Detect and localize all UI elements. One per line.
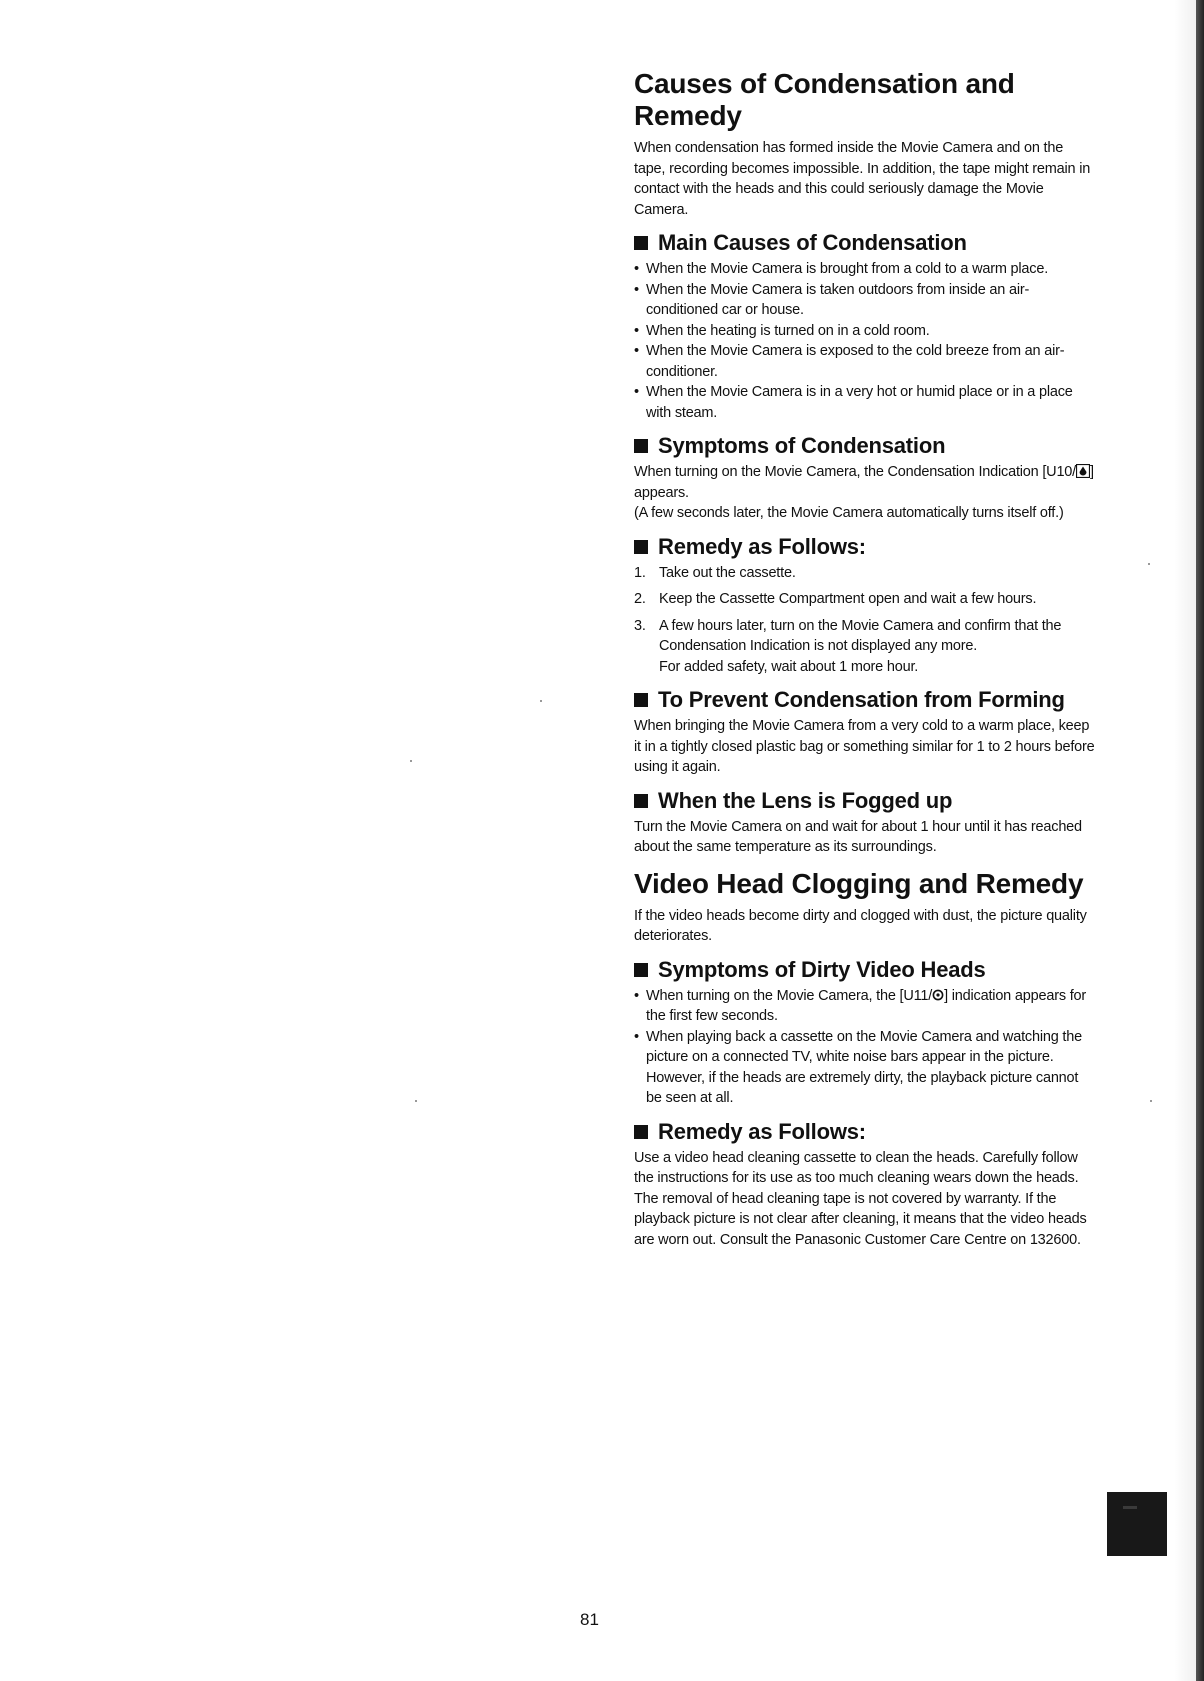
section-title-head-clogging: Video Head Clogging and Remedy xyxy=(634,867,1084,899)
scan-speck xyxy=(1148,563,1150,565)
bullet-dot-icon: • xyxy=(634,1028,639,1045)
heading-main-causes xyxy=(634,230,1096,256)
document-content xyxy=(634,68,1096,1250)
tab-marker-notch xyxy=(1123,1506,1137,1509)
list-item: • When the Movie Camera is brought from a cold to a warm place. xyxy=(634,259,1096,280)
scan-speck xyxy=(410,760,412,762)
list-item: 3. A few hours later, turn on the Movie Camera and confirm that the Condensation Indication is not displayed any more. For added safety, wait about 1 more hour. xyxy=(634,617,1062,675)
page-edge-shadow xyxy=(1174,0,1196,1681)
square-bullet-icon xyxy=(634,540,648,554)
bullet-dot-icon: • xyxy=(634,261,639,277)
page-number: 81 xyxy=(580,1610,599,1629)
heading-symptoms xyxy=(634,433,1096,459)
square-bullet-icon xyxy=(634,1125,648,1139)
safety-note: For added safety, wait about 1 more hour. xyxy=(659,658,919,675)
page-edge xyxy=(1196,0,1204,1681)
scan-speck xyxy=(1150,1100,1152,1102)
heading-remedy-label: Remedy as Follows: xyxy=(658,533,866,559)
heading-main-causes-label: Main Causes of Condensation xyxy=(658,230,967,255)
bullet-dot-icon: • xyxy=(634,384,639,400)
list-item: • When the Movie Camera is exposed to the cold breeze from an air-conditioner. xyxy=(634,343,1065,380)
scan-speck xyxy=(415,1100,417,1102)
section-tab-marker xyxy=(1107,1492,1167,1556)
list-item: • When the Movie Camera is in a very hot or humid place or in a place with steam. xyxy=(634,384,1073,421)
heading-symptoms-label: Symptoms of Condensation xyxy=(658,433,946,458)
square-bullet-icon xyxy=(634,236,648,250)
heading-lens-label: When the Lens is Fogged up xyxy=(658,787,953,813)
square-bullet-icon xyxy=(634,439,648,453)
bullet-dot-icon: • xyxy=(634,987,639,1004)
scan-speck xyxy=(540,700,542,702)
square-bullet-icon xyxy=(634,693,648,707)
bullet-dot-icon: • xyxy=(634,322,639,339)
square-bullet-icon xyxy=(634,794,648,808)
bullet-dot-icon: • xyxy=(634,343,639,359)
lens-text: Turn the Movie Camera on and wait for about 1 hour until it has reached about the same temperature as its surroundings. xyxy=(634,818,1082,855)
remedy-heads-text: Use a video head cleaning cassette to clean the heads. Carefully follow the instructions for its use as too much cleaning wears down the heads. The removal of head cleaning tape is not covered by warranty. If the playback picture is not clear after cleaning, it means that the video heads are worn out. Consult the Panasonic Customer Care Centre on 132600. xyxy=(634,1149,1087,1248)
condensation-intro: When condensation has formed inside the Movie Camera and on the tape, recording becomes impossible. In addition, the tape might remain in contact with the heads and this could seriously damage the Movie Camera. xyxy=(634,140,1091,218)
main-causes-list xyxy=(634,259,1096,423)
list-item: 2. Keep the Cassette Compartment open and wait a few hours. xyxy=(634,591,1037,607)
heading-remedy-heads xyxy=(634,1119,1096,1145)
condensation-indicator-icon xyxy=(1076,464,1090,478)
list-item: • When turning on the Movie Camera, the [U11/ ] indication appears for the first few seconds. xyxy=(634,987,1087,1024)
list-item: • When the heating is turned on in a cold room. xyxy=(634,321,1096,342)
square-bullet-icon xyxy=(634,963,648,977)
heading-remedy-condensation xyxy=(634,534,1096,560)
section-title-condensation: Causes of Condensation and Remedy xyxy=(634,68,1015,131)
heading-dirty-symptoms-label: Symptoms of Dirty Video Heads xyxy=(658,956,986,982)
list-item: 1. Take out the cassette. xyxy=(634,564,796,581)
head-clog-indicator-icon xyxy=(932,989,944,1001)
remedy-steps xyxy=(634,563,1096,678)
list-item: • When playing back a cassette on the Movie Camera and watching the picture on a connected TV, white noise bars appear in the picture. However, if the heads are extremely dirty, the playback picture cannot be seen at all. xyxy=(634,1028,1082,1106)
bullet-dot-icon: • xyxy=(634,281,639,298)
head-clogging-intro: If the video heads become dirty and clogged with dust, the picture quality deteriorates. xyxy=(634,907,1087,944)
prevent-text: When bringing the Movie Camera from a very cold to a warm place, keep it in a tightly closed plastic bag or something similar for 1 to 2 hours before using it again. xyxy=(634,718,1095,775)
heading-prevent xyxy=(634,687,1096,713)
dirty-symptoms-list xyxy=(634,986,1096,1109)
symptoms-text: When turning on the Movie Camera, the Condensation Indication [U10/ ] appears. (A few seconds later, the Movie Camera automatically turns itself off.) xyxy=(634,464,1094,521)
heading-remedy-heads-label: Remedy as Follows: xyxy=(658,1118,866,1144)
list-item: • When the Movie Camera is taken outdoors from inside an air-conditioned car or house. xyxy=(634,281,1030,318)
heading-lens-fogged xyxy=(634,788,1096,814)
heading-dirty-symptoms xyxy=(634,957,1096,983)
heading-prevent-label: To Prevent Condensation from Forming xyxy=(658,687,1065,712)
